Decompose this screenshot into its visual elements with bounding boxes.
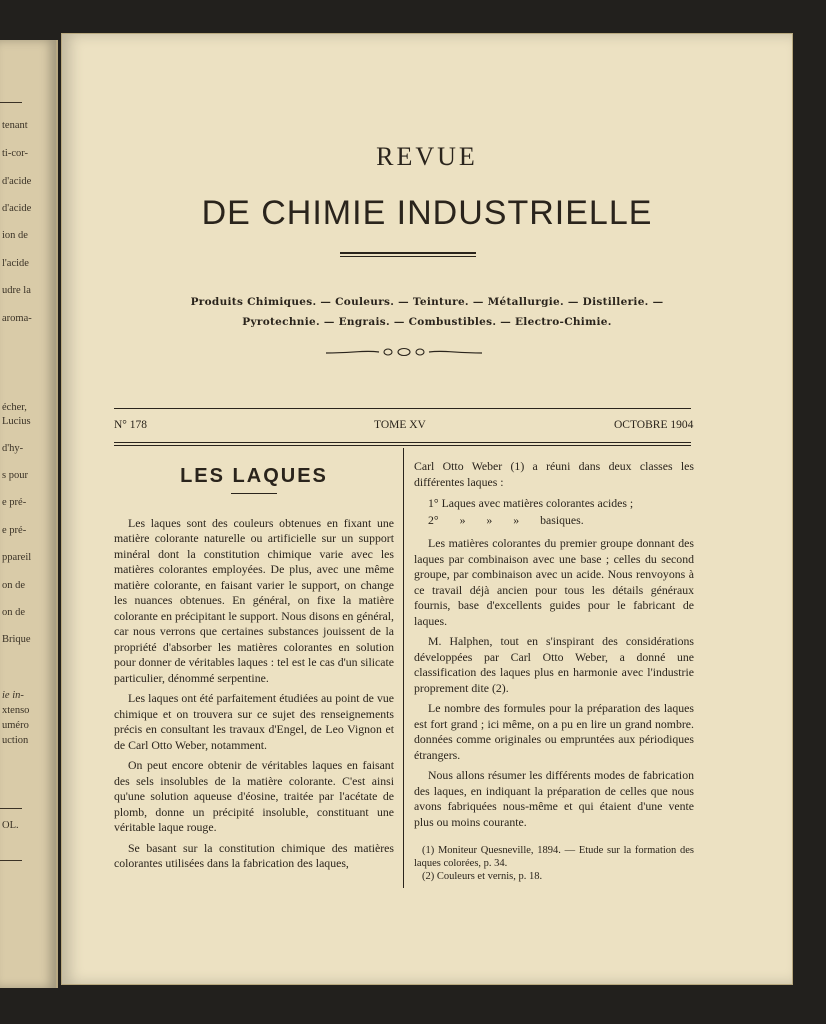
left-fragment: aroma- [2, 313, 32, 324]
left-fragment: l'acide [2, 258, 29, 269]
left-fragment: d'hy- [2, 443, 24, 454]
title-short-rule [231, 493, 277, 494]
paragraph: Les laques sont des couleurs obtenues en fixant une matière colorante naturelle ou artificielle sur un support minéral dont la constitution chimique varie avec les matières colorantes employées. De plus, avec une même matière colorante, en faisant varier le support, on change les nuances obtenues. En général, on fixe la matière colorante en précipitant le support. Nous disons en général, car nous verrons que certaines substances jouissent de la propriété d'absorber les matières colorantes en solution pour donner de véritables laques : tel est le cas d'un silicate particulier, dénommé serpentine. [114, 515, 394, 685]
left-fragment: uction [2, 735, 29, 746]
left-fragment: d'acide [2, 176, 32, 187]
tome-number: TOME XV [374, 419, 426, 431]
header-bottom-rule [114, 442, 691, 446]
footnote: (2) Couleurs et vernis, p. 18. [422, 871, 543, 882]
left-fragment: on de [2, 607, 26, 618]
left-fragment: d'acide [2, 203, 32, 214]
header-top-rule [114, 408, 691, 409]
footnotes [414, 844, 694, 883]
paragraph: Carl Otto Weber (1) a réuni dans deux classes les différentes laques : [414, 459, 694, 489]
left-fragment: Lucius [2, 416, 31, 427]
issue-date: OCTOBRE 1904 [614, 419, 694, 431]
journal-revue-label: REVUE [376, 142, 478, 171]
paragraph: Le nombre des formules pour la préparation des laques est fort grand ; ici même, on a pu en lire un grand nombre. données comme originales ou empruntées aux périodiques étrangers. [414, 701, 694, 762]
left-fragment: ion de [2, 230, 28, 241]
left-page-edge [0, 40, 58, 988]
journal-page [62, 34, 792, 984]
left-fragment: ie in- [2, 690, 24, 701]
laque-classes-list [428, 496, 694, 528]
paragraph: M. Halphen, tout en s'inspirant des considérations développées par Carl Otto Weber, a donné une classification des laques plus en harmonie avec l'industrie proprement dite (2). [414, 634, 694, 695]
right-column [414, 459, 694, 883]
left-fragment: ppareil [2, 552, 32, 563]
ornament-divider [324, 344, 484, 360]
paragraph: Les laques ont été parfaitement étudiées au point de vue chimique et on trouvera sur ce sujet des renseignements précis en consultant les travaux d'Engel, de Leo Vignon et de Carl Otto Weber, notamment. [114, 691, 394, 752]
left-fragment: tenant [2, 120, 28, 131]
paragraph: Se basant sur la constitution chimique des matières colorantes utilisées dans la fabrication des laques, [114, 840, 394, 870]
paragraph: Nous allons résumer les différents modes de fabrication des laques, en indiquant la préparation de celles que nous avons fabriquées nous-même et qui étaient d'une vente plus ou moins courante. [414, 768, 694, 829]
left-page-rule [0, 102, 22, 103]
list-item: 1° Laques avec matières colorantes acides ; [428, 496, 634, 510]
left-page-rule [0, 860, 22, 861]
paragraph: Les matières colorantes du premier groupe donnant des laques par combinaison avec une base ; celles du second groupe, par combinaison avec un acide. Nous renvoyons à ce travail déjà ancien pour tous les détails généraux fournis, base d'excellents guides pour le fabricant de laques. [414, 536, 694, 628]
left-fragment: s pour [2, 470, 28, 481]
journal-title: DE CHIMIE INDUSTRIELLE [201, 194, 653, 232]
paragraph: On peut encore obtenir de véritables laques en faisant des sels insolubles de la matière colorante. C'est ainsi qu'une solution aqueuse d'éosine, traitée par l'acétate de plomb, donne un précipité insoluble, constituant une véritable laque rouge. [114, 758, 394, 834]
issue-number: N° 178 [114, 419, 148, 431]
journal-subjects-line2: Pyrotechnie. — Engrais. — Combustibles. — Electro-Chimie. [242, 316, 612, 328]
article-title: LES LAQUES [180, 465, 328, 487]
left-fragment: udre la [2, 285, 31, 296]
left-fragment: uméro [2, 720, 29, 731]
left-fragment: e pré- [2, 525, 27, 536]
left-fragment: OL. [2, 820, 19, 831]
left-fragment: écher, [2, 402, 27, 413]
left-fragment: xtenso [2, 705, 30, 716]
column-divider [403, 448, 404, 888]
title-double-rule [340, 252, 476, 257]
journal-subjects-line1: Produits Chimiques. — Couleurs. — Teinture. — Métallurgie. — Distillerie. — [190, 296, 664, 308]
left-fragment: Brique [2, 634, 31, 645]
left-page-rule [0, 808, 22, 809]
left-fragment: on de [2, 580, 26, 591]
list-item: 2° » » » basiques. [428, 512, 584, 527]
left-column [114, 459, 394, 877]
left-fragment: e pré- [2, 497, 27, 508]
footnote: (1) Moniteur Quesneville, 1894. — Etude sur la formation des laques colorées, p. 34. [414, 845, 694, 869]
left-fragment: ti-cor- [2, 148, 29, 159]
